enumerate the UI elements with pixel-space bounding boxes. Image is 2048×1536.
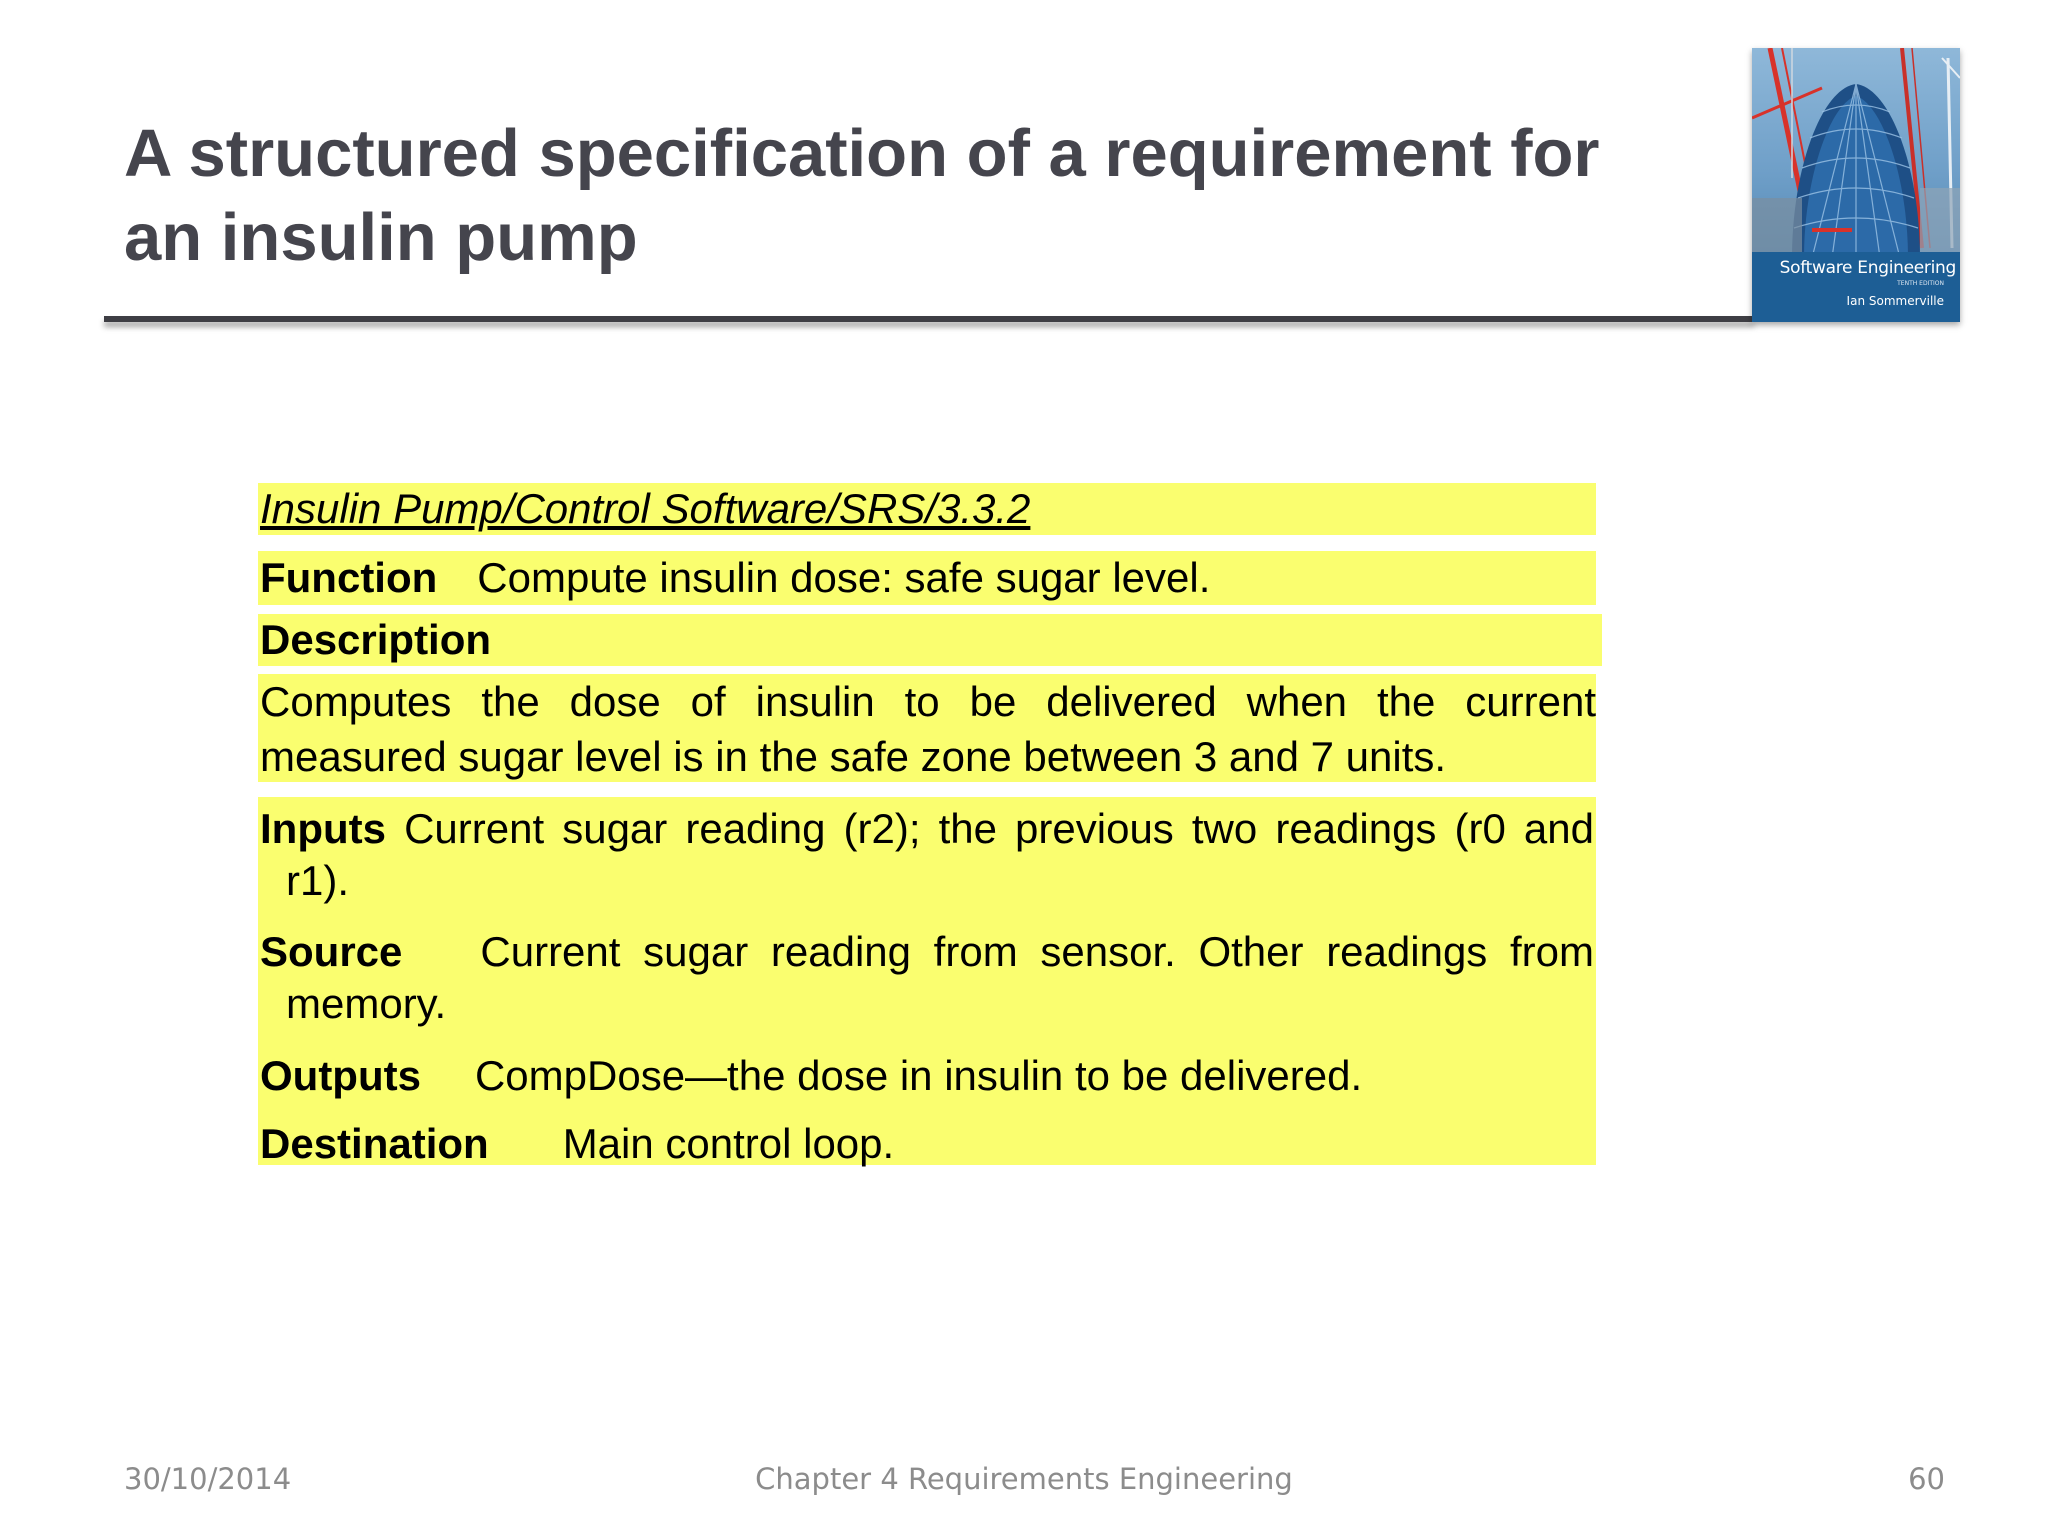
spec-description-text: Computes the dose of insulin to be delivered when the current measured sugar level is in the safe zone between 3 and 7 units.	[258, 674, 1596, 782]
spec-inputs-row	[258, 803, 1594, 907]
spec-inputs-label: Inputs	[260, 805, 386, 852]
spec-function-text: Compute insulin dose: safe sugar level.	[477, 554, 1211, 601]
spec-function-row	[258, 551, 1596, 605]
spec-function-label: Function	[260, 554, 438, 601]
spec-outputs-label: Outputs	[260, 1052, 421, 1099]
book-cover-image	[1752, 48, 1960, 322]
slide-title-line-2: an insulin pump	[124, 200, 638, 275]
spec-destination-text: Main control loop.	[562, 1120, 895, 1167]
cover-edition: TENTH EDITION	[1897, 280, 1944, 287]
spec-inputs-text: Current sugar reading (r2); the previous two readings (r0 and r1).	[286, 805, 1594, 904]
footer-chapter: Chapter 4 Requirements Engineering	[755, 1462, 1293, 1496]
cover-title: Software Engineering	[1779, 258, 1956, 278]
spec-destination-row	[258, 1118, 1594, 1170]
slide-title	[124, 112, 1684, 280]
footer-page-number: 60	[1908, 1462, 1945, 1496]
spec-source-text: Current sugar reading from sensor. Other readings from memory.	[286, 928, 1594, 1027]
spec-source-label: Source	[260, 928, 403, 975]
spec-description-label: Description	[260, 616, 492, 663]
title-divider	[104, 316, 1754, 322]
spec-outputs-row	[258, 1050, 1594, 1102]
spec-destination-label: Destination	[260, 1120, 489, 1167]
slide-title-line-1: A structured specification of a requirement for	[124, 116, 1600, 191]
spec-outputs-text: CompDose—the dose in insulin to be delivered.	[474, 1052, 1363, 1099]
cover-author: Ian Sommerville	[1846, 294, 1944, 308]
spec-source-row	[258, 926, 1594, 1030]
footer-date: 30/10/2014	[124, 1462, 292, 1496]
spec-reference: Insulin Pump/Control Software/SRS/3.3.2	[258, 483, 1596, 535]
spec-description-label-row	[258, 614, 1602, 666]
